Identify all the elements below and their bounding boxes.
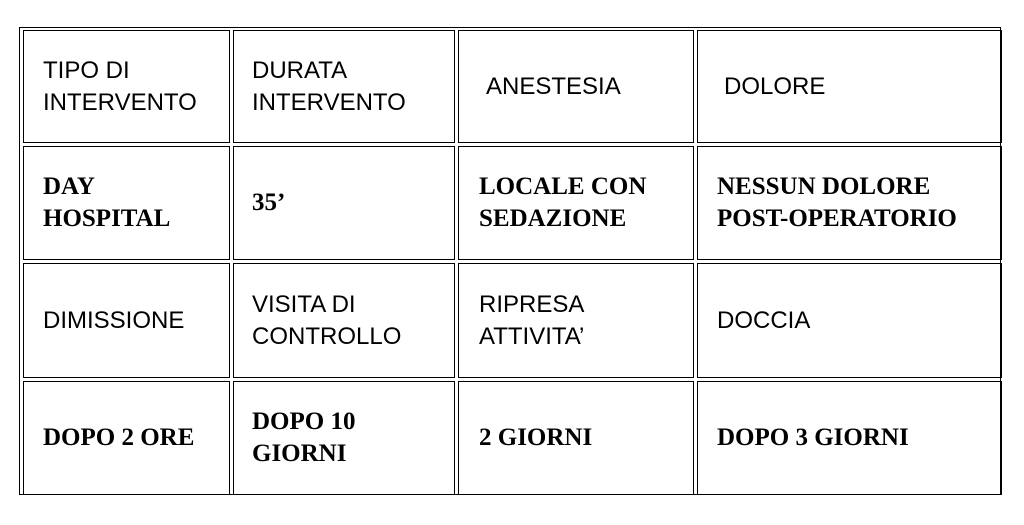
- header-cell-dimissione: [23, 263, 230, 378]
- value-cell-doccia: [697, 381, 1002, 495]
- value-cell-durata: [233, 146, 455, 260]
- cell-text: NESSUN DOLORE POST-OPERATORIO: [717, 173, 957, 232]
- header-cell-anestesia: [458, 30, 694, 143]
- cell-text: TIPO DI INTERVENTO: [43, 56, 197, 116]
- cell-text: LOCALE CON SEDAZIONE: [479, 173, 647, 232]
- cell-text: DOPO 3 GIORNI: [717, 424, 909, 451]
- cell-text: DOLORE: [724, 72, 826, 100]
- header-cell-ripresa-attivita: [458, 263, 694, 378]
- cell-text: ANESTESIA: [486, 72, 621, 100]
- cell-text: VISITA DI CONTROLLO: [252, 290, 402, 350]
- header-cell-durata-intervento: [233, 30, 455, 143]
- cell-text: 2 GIORNI: [479, 424, 593, 451]
- cell-text: DAY HOSPITAL: [43, 173, 171, 232]
- header-cell-visita-di-controllo: [233, 263, 455, 378]
- cell-text: RIPRESA ATTIVITA’: [479, 290, 585, 350]
- cell-text: DOPO 2 ORE: [43, 424, 195, 451]
- value-cell-anestesia: [458, 146, 694, 260]
- value-cell-visita-di-controllo: [233, 381, 455, 495]
- cell-text: DOPO 10 GIORNI: [252, 408, 356, 467]
- header-cell-dolore: [697, 30, 1002, 143]
- value-cell-ripresa-attivita: [458, 381, 694, 495]
- value-cell-dolore: [697, 146, 1002, 260]
- value-cell-day-hospital: [23, 146, 230, 260]
- header-cell-tipo-di-intervento: [23, 30, 230, 143]
- header-cell-doccia: [697, 263, 1002, 378]
- cell-text: 35’: [252, 189, 286, 216]
- cell-text: DIMISSIONE: [43, 306, 185, 334]
- value-cell-dimissione: [23, 381, 230, 495]
- cell-text: DURATA INTERVENTO: [252, 56, 406, 116]
- cell-text: DOCCIA: [717, 306, 811, 334]
